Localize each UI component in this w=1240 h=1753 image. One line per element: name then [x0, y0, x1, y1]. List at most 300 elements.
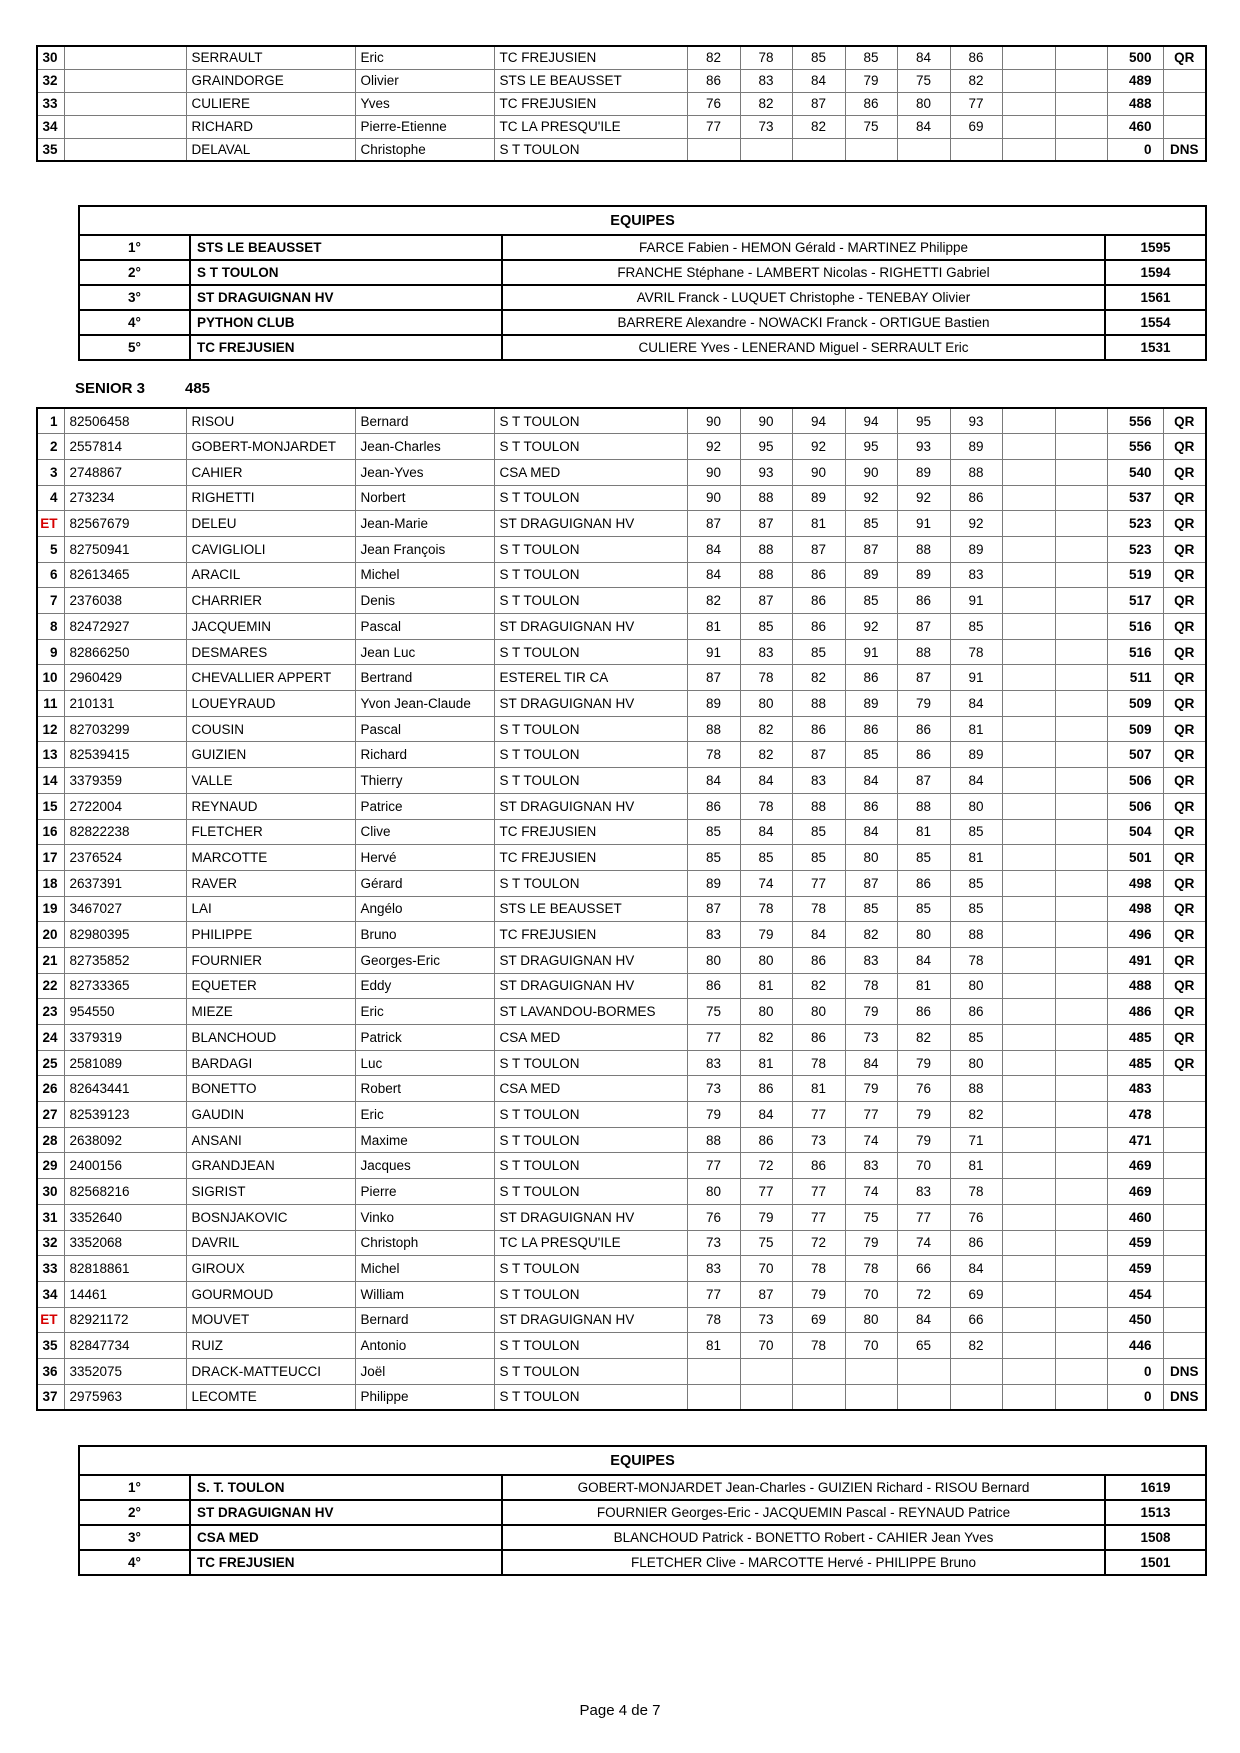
result-row — [37, 1256, 1206, 1282]
total-cell: 0 — [1107, 1384, 1163, 1410]
license-cell: 2975963 — [64, 1384, 186, 1410]
series-score-cell: 89 — [792, 485, 845, 511]
series-score-cell: 82 — [897, 1025, 950, 1051]
lastname-cell: REYNAUD — [186, 793, 355, 819]
series-score-cell: 90 — [687, 485, 740, 511]
series-score-cell: 87 — [897, 665, 950, 691]
series-score-cell: 79 — [845, 1230, 897, 1256]
series-score-cell: 87 — [687, 665, 740, 691]
lastname-cell: ARACIL — [186, 562, 355, 588]
lastname-cell: VALLE — [186, 768, 355, 794]
qualification-cell: QR — [1163, 536, 1206, 562]
spare-cell — [1002, 614, 1055, 640]
lastname-cell: GIROUX — [186, 1256, 355, 1282]
license-cell: 82568216 — [64, 1179, 186, 1205]
total-cell: 0 — [1107, 1358, 1163, 1384]
result-row — [37, 1230, 1206, 1256]
series-score-cell: 86 — [792, 588, 845, 614]
series-score-cell: 78 — [950, 1179, 1002, 1205]
series-score-cell: 83 — [845, 947, 897, 973]
series-score-cell: 82 — [950, 1333, 1002, 1359]
rank-cell: 24 — [37, 1025, 64, 1051]
qualification-cell: QR — [1163, 1025, 1206, 1051]
series-score-cell: 95 — [897, 408, 950, 434]
result-row — [37, 408, 1206, 434]
lastname-cell: GUIZIEN — [186, 742, 355, 768]
series-score-cell: 82 — [792, 665, 845, 691]
series-score-cell: 80 — [845, 845, 897, 871]
series-score-cell: 85 — [950, 819, 1002, 845]
license-cell: 82750941 — [64, 536, 186, 562]
series-score-cell — [897, 138, 950, 161]
series-score-cell: 87 — [740, 511, 792, 537]
spare-cell — [1055, 46, 1107, 69]
series-score-cell: 81 — [897, 819, 950, 845]
lastname-cell: LOUEYRAUD — [186, 691, 355, 717]
result-row — [37, 819, 1206, 845]
lastname-cell: CAHIER — [186, 459, 355, 485]
series-score-cell: 74 — [897, 1230, 950, 1256]
series-score-cell: 82 — [740, 716, 792, 742]
series-score-cell: 87 — [687, 896, 740, 922]
rank-cell: 6 — [37, 562, 64, 588]
club-cell: S T TOULON — [494, 742, 687, 768]
series-score-cell: 78 — [740, 665, 792, 691]
series-score-cell — [687, 138, 740, 161]
series-score-cell: 86 — [687, 973, 740, 999]
series-score-cell: 81 — [950, 716, 1002, 742]
total-cell: 491 — [1107, 947, 1163, 973]
result-row — [37, 459, 1206, 485]
club-cell: STS LE BEAUSSET — [494, 896, 687, 922]
result-row — [37, 845, 1206, 871]
license-cell — [64, 115, 186, 138]
total-cell: 460 — [1107, 1204, 1163, 1230]
rank-cell: ET — [37, 1307, 64, 1333]
result-row — [37, 691, 1206, 717]
series-score-cell — [950, 138, 1002, 161]
license-cell: 82847734 — [64, 1333, 186, 1359]
series-score-cell: 83 — [687, 1256, 740, 1282]
club-cell: S T TOULON — [494, 1256, 687, 1282]
series-score-cell: 95 — [740, 434, 792, 460]
total-cell: 460 — [1107, 115, 1163, 138]
series-score-cell: 77 — [687, 1281, 740, 1307]
series-score-cell: 86 — [950, 485, 1002, 511]
qualification-cell: QR — [1163, 639, 1206, 665]
result-row — [37, 588, 1206, 614]
total-cell: 450 — [1107, 1307, 1163, 1333]
spare-cell — [1055, 639, 1107, 665]
series-score-cell: 81 — [792, 511, 845, 537]
lastname-cell: DRACK-MATTEUCCI — [186, 1358, 355, 1384]
firstname-cell: Pascal — [355, 614, 494, 640]
spare-cell — [1055, 1025, 1107, 1051]
rank-cell: 27 — [37, 1102, 64, 1128]
total-cell: 511 — [1107, 665, 1163, 691]
spare-cell — [1055, 896, 1107, 922]
spare-cell — [1055, 1307, 1107, 1333]
series-score-cell: 82 — [740, 92, 792, 115]
series-score-cell: 81 — [740, 1050, 792, 1076]
lastname-cell: FOURNIER — [186, 947, 355, 973]
firstname-cell: Maxime — [355, 1127, 494, 1153]
firstname-cell: Hervé — [355, 845, 494, 871]
series-score-cell: 72 — [740, 1153, 792, 1179]
result-row — [37, 973, 1206, 999]
firstname-cell: Jean Luc — [355, 639, 494, 665]
firstname-cell: Gérard — [355, 870, 494, 896]
firstname-cell: Eric — [355, 999, 494, 1025]
series-score-cell — [845, 1384, 897, 1410]
result-row — [37, 639, 1206, 665]
firstname-cell: Patrice — [355, 793, 494, 819]
spare-cell — [1002, 1230, 1055, 1256]
team-members-cell: BLANCHOUD Patrick - BONETTO Robert - CAHIER Jean Yves — [502, 1525, 1105, 1550]
qualification-cell — [1163, 1333, 1206, 1359]
firstname-cell: Eddy — [355, 973, 494, 999]
rank-cell: 3 — [37, 459, 64, 485]
series-score-cell: 66 — [950, 1307, 1002, 1333]
lastname-cell: FLETCHER — [186, 819, 355, 845]
lastname-cell: RICHARD — [186, 115, 355, 138]
spare-cell — [1002, 536, 1055, 562]
series-score-cell: 74 — [845, 1179, 897, 1205]
team-row — [79, 1525, 1206, 1550]
category-count: 485 — [185, 380, 211, 397]
series-score-cell: 82 — [687, 46, 740, 69]
series-score-cell: 89 — [950, 536, 1002, 562]
series-score-cell: 84 — [740, 819, 792, 845]
spare-cell — [1002, 69, 1055, 92]
series-score-cell — [792, 138, 845, 161]
license-cell: 82567679 — [64, 511, 186, 537]
license-cell: 273234 — [64, 485, 186, 511]
result-row — [37, 115, 1206, 138]
lastname-cell: RIGHETTI — [186, 485, 355, 511]
club-cell: S T TOULON — [494, 1179, 687, 1205]
total-cell: 509 — [1107, 716, 1163, 742]
result-row — [37, 1050, 1206, 1076]
result-row — [37, 1358, 1206, 1384]
result-row — [37, 46, 1206, 69]
club-cell: ST DRAGUIGNAN HV — [494, 1204, 687, 1230]
firstname-cell: Pierre — [355, 1179, 494, 1205]
spare-cell — [1002, 1384, 1055, 1410]
license-cell: 82643441 — [64, 1076, 186, 1102]
series-score-cell: 86 — [792, 716, 845, 742]
result-row — [37, 92, 1206, 115]
spare-cell — [1002, 896, 1055, 922]
firstname-cell: Jean-Marie — [355, 511, 494, 537]
firstname-cell: Christoph — [355, 1230, 494, 1256]
club-cell: S T TOULON — [494, 536, 687, 562]
series-score-cell: 82 — [687, 588, 740, 614]
club-cell: S T TOULON — [494, 768, 687, 794]
series-score-cell: 73 — [740, 115, 792, 138]
result-row — [37, 1102, 1206, 1128]
club-cell: STS LE BEAUSSET — [494, 69, 687, 92]
qualification-cell: QR — [1163, 947, 1206, 973]
team-name-cell: CSA MED — [190, 1525, 502, 1550]
total-cell: 471 — [1107, 1127, 1163, 1153]
team-members-cell: FOURNIER Georges-Eric - JACQUEMIN Pascal - REYNAUD Patrice — [502, 1500, 1105, 1525]
firstname-cell: Bruno — [355, 922, 494, 948]
lastname-cell: LAI — [186, 896, 355, 922]
result-row — [37, 434, 1206, 460]
spare-cell — [1002, 1179, 1055, 1205]
firstname-cell: Norbert — [355, 485, 494, 511]
series-score-cell: 86 — [897, 999, 950, 1025]
total-cell: 485 — [1107, 1050, 1163, 1076]
series-score-cell: 76 — [897, 1076, 950, 1102]
club-cell: TC FREJUSIEN — [494, 819, 687, 845]
rank-cell: 17 — [37, 845, 64, 871]
rank-cell: 12 — [37, 716, 64, 742]
lastname-cell: GRAINDORGE — [186, 69, 355, 92]
qualification-cell: QR — [1163, 742, 1206, 768]
series-score-cell: 78 — [845, 973, 897, 999]
series-score-cell: 78 — [845, 1256, 897, 1282]
lastname-cell: LECOMTE — [186, 1384, 355, 1410]
lastname-cell: DAVRIL — [186, 1230, 355, 1256]
license-cell — [64, 92, 186, 115]
spare-cell — [1055, 69, 1107, 92]
lastname-cell: DELAVAL — [186, 138, 355, 161]
team-rank-cell: 3° — [79, 285, 190, 310]
series-score-cell: 84 — [792, 922, 845, 948]
series-score-cell: 92 — [845, 614, 897, 640]
series-score-cell: 83 — [950, 562, 1002, 588]
series-score-cell: 73 — [792, 1127, 845, 1153]
series-score-cell: 84 — [950, 691, 1002, 717]
license-cell: 3379359 — [64, 768, 186, 794]
team-members-cell: GOBERT-MONJARDET Jean-Charles - GUIZIEN Richard - RISOU Bernard — [502, 1475, 1105, 1500]
qualification-cell — [1163, 1179, 1206, 1205]
result-row — [37, 1281, 1206, 1307]
series-score-cell — [897, 1384, 950, 1410]
qualification-cell: QR — [1163, 691, 1206, 717]
result-row — [37, 742, 1206, 768]
spare-cell — [1055, 716, 1107, 742]
lastname-cell: EQUETER — [186, 973, 355, 999]
spare-cell — [1002, 46, 1055, 69]
spare-cell — [1002, 1050, 1055, 1076]
qualification-cell: QR — [1163, 819, 1206, 845]
rank-cell: 11 — [37, 691, 64, 717]
total-cell: 507 — [1107, 742, 1163, 768]
team-total-cell: 1501 — [1105, 1550, 1206, 1575]
series-score-cell: 69 — [792, 1307, 845, 1333]
series-score-cell — [687, 1358, 740, 1384]
rank-cell: 28 — [37, 1127, 64, 1153]
qualification-cell: QR — [1163, 793, 1206, 819]
lastname-cell: CULIERE — [186, 92, 355, 115]
series-score-cell: 70 — [740, 1256, 792, 1282]
club-cell: S T TOULON — [494, 1127, 687, 1153]
firstname-cell: Luc — [355, 1050, 494, 1076]
series-score-cell: 81 — [792, 1076, 845, 1102]
qualification-cell — [1163, 1281, 1206, 1307]
series-score-cell: 78 — [792, 1333, 845, 1359]
equipes-header-row — [79, 1446, 1206, 1475]
spare-cell — [1002, 742, 1055, 768]
spare-cell — [1002, 485, 1055, 511]
series-score-cell — [740, 1384, 792, 1410]
license-cell: 82818861 — [64, 1256, 186, 1282]
team-total-cell: 1619 — [1105, 1475, 1206, 1500]
series-score-cell — [897, 1358, 950, 1384]
firstname-cell: Philippe — [355, 1384, 494, 1410]
rank-cell: 18 — [37, 870, 64, 896]
series-score-cell: 83 — [687, 922, 740, 948]
team-total-cell: 1561 — [1105, 285, 1206, 310]
club-cell: TC FREJUSIEN — [494, 92, 687, 115]
team-members-cell: BARRERE Alexandre - NOWACKI Franck - ORTIGUE Bastien — [502, 310, 1105, 335]
series-score-cell: 86 — [792, 1153, 845, 1179]
series-score-cell: 91 — [950, 665, 1002, 691]
club-cell: CSA MED — [494, 1025, 687, 1051]
series-score-cell: 82 — [792, 115, 845, 138]
page-number: Page 4 de 7 — [579, 1702, 661, 1719]
total-cell: 488 — [1107, 973, 1163, 999]
series-score-cell: 81 — [687, 614, 740, 640]
total-cell: 509 — [1107, 691, 1163, 717]
qualification-cell: DNS — [1163, 1384, 1206, 1410]
series-score-cell: 79 — [792, 1281, 845, 1307]
result-row — [37, 896, 1206, 922]
qualification-cell: QR — [1163, 511, 1206, 537]
spare-cell — [1055, 819, 1107, 845]
series-score-cell: 89 — [687, 691, 740, 717]
series-score-cell: 85 — [845, 46, 897, 69]
series-score-cell: 81 — [897, 973, 950, 999]
series-score-cell: 70 — [897, 1153, 950, 1179]
total-cell: 498 — [1107, 870, 1163, 896]
series-score-cell: 91 — [687, 639, 740, 665]
team-row — [79, 1500, 1206, 1525]
license-cell: 82506458 — [64, 408, 186, 434]
series-score-cell: 86 — [792, 562, 845, 588]
team-total-cell: 1594 — [1105, 260, 1206, 285]
spare-cell — [1055, 485, 1107, 511]
series-score-cell: 85 — [950, 1025, 1002, 1051]
firstname-cell: William — [355, 1281, 494, 1307]
series-score-cell: 85 — [897, 896, 950, 922]
series-score-cell: 87 — [740, 1281, 792, 1307]
total-cell: 485 — [1107, 1025, 1163, 1051]
series-score-cell: 78 — [950, 947, 1002, 973]
series-score-cell: 73 — [687, 1076, 740, 1102]
series-score-cell — [687, 1384, 740, 1410]
team-name-cell: S. T. TOULON — [190, 1475, 502, 1500]
spare-cell — [1055, 870, 1107, 896]
series-score-cell: 78 — [740, 793, 792, 819]
series-score-cell: 83 — [687, 1050, 740, 1076]
series-score-cell: 83 — [897, 1179, 950, 1205]
rank-cell: 33 — [37, 1256, 64, 1282]
series-score-cell: 75 — [687, 999, 740, 1025]
spare-cell — [1002, 1076, 1055, 1102]
series-score-cell: 87 — [897, 768, 950, 794]
result-row — [37, 999, 1206, 1025]
spare-cell — [1055, 1102, 1107, 1128]
license-cell: 82733365 — [64, 973, 186, 999]
series-score-cell: 70 — [740, 1333, 792, 1359]
license-cell: 3379319 — [64, 1025, 186, 1051]
series-score-cell: 86 — [950, 46, 1002, 69]
total-cell: 489 — [1107, 69, 1163, 92]
series-score-cell: 72 — [792, 1230, 845, 1256]
series-score-cell: 80 — [740, 999, 792, 1025]
team-name-cell: STS LE BEAUSSET — [190, 235, 502, 260]
equipes-table-senior3 — [78, 1445, 1207, 1576]
club-cell: S T TOULON — [494, 716, 687, 742]
firstname-cell: Jean François — [355, 536, 494, 562]
series-score-cell: 84 — [687, 562, 740, 588]
series-score-cell: 85 — [845, 588, 897, 614]
firstname-cell: Michel — [355, 562, 494, 588]
total-cell: 506 — [1107, 793, 1163, 819]
series-score-cell: 65 — [897, 1333, 950, 1359]
spare-cell — [1055, 92, 1107, 115]
license-cell — [64, 138, 186, 161]
series-score-cell: 79 — [897, 1102, 950, 1128]
spare-cell — [1055, 845, 1107, 871]
license-cell: 2638092 — [64, 1127, 186, 1153]
license-cell: 210131 — [64, 691, 186, 717]
team-row — [79, 335, 1206, 360]
series-score-cell: 79 — [845, 69, 897, 92]
series-score-cell: 88 — [740, 485, 792, 511]
spare-cell — [1055, 1179, 1107, 1205]
lastname-cell: JACQUEMIN — [186, 614, 355, 640]
license-cell: 2376038 — [64, 588, 186, 614]
spare-cell — [1002, 138, 1055, 161]
club-cell: S T TOULON — [494, 870, 687, 896]
license-cell: 3352640 — [64, 1204, 186, 1230]
rank-cell: 26 — [37, 1076, 64, 1102]
series-score-cell: 84 — [897, 1307, 950, 1333]
qualification-cell: QR — [1163, 614, 1206, 640]
club-cell: S T TOULON — [494, 562, 687, 588]
rank-cell: 14 — [37, 768, 64, 794]
series-score-cell: 85 — [897, 845, 950, 871]
spare-cell — [1002, 1333, 1055, 1359]
series-score-cell: 86 — [897, 588, 950, 614]
series-score-cell: 94 — [845, 408, 897, 434]
lastname-cell: RAVER — [186, 870, 355, 896]
team-rank-cell: 1° — [79, 235, 190, 260]
license-cell: 2557814 — [64, 434, 186, 460]
series-score-cell: 81 — [740, 973, 792, 999]
club-cell: S T TOULON — [494, 1333, 687, 1359]
series-score-cell: 84 — [792, 69, 845, 92]
series-score-cell: 82 — [950, 1102, 1002, 1128]
total-cell: 504 — [1107, 819, 1163, 845]
series-score-cell: 80 — [792, 999, 845, 1025]
spare-cell — [1055, 1384, 1107, 1410]
spare-cell — [1055, 665, 1107, 691]
spare-cell — [1002, 92, 1055, 115]
series-score-cell: 88 — [950, 1076, 1002, 1102]
license-cell: 82613465 — [64, 562, 186, 588]
team-name-cell: ST DRAGUIGNAN HV — [190, 285, 502, 310]
total-cell: 478 — [1107, 1102, 1163, 1128]
spare-cell — [1055, 614, 1107, 640]
series-score-cell: 83 — [740, 639, 792, 665]
firstname-cell: Joël — [355, 1358, 494, 1384]
